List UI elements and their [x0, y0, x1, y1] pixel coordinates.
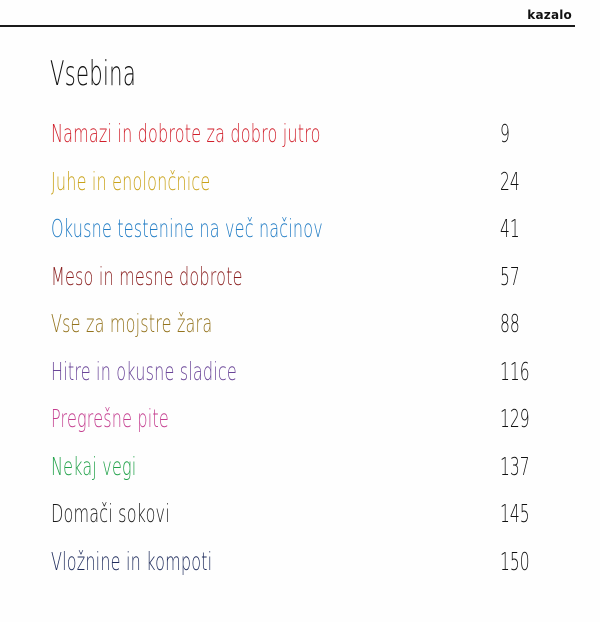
toc-entry-title: Domači sokovi — [51, 499, 170, 528]
toc-title: Vsebina — [50, 54, 137, 94]
toc-entry-page: 88 — [500, 309, 520, 338]
header-rule — [0, 25, 575, 27]
header-label: kazalo — [527, 8, 572, 22]
toc-entry — [0, 498, 600, 546]
toc-entry-page: 41 — [500, 214, 520, 243]
toc-entry — [0, 546, 600, 594]
toc-entry-page: 137 — [500, 451, 530, 481]
toc-entry-page: 150 — [500, 546, 530, 576]
toc-entry-title: Vse za mojstre žara — [51, 309, 213, 338]
toc-entry-page: 9 — [500, 119, 510, 148]
toc-entry-title: Juhe in enolončnice — [51, 166, 211, 196]
toc-list — [0, 118, 600, 593]
toc-entry-page: 129 — [500, 404, 530, 433]
toc-entry-title: Vložnine in kompoti — [51, 546, 213, 576]
toc-entry — [0, 166, 600, 214]
toc-entry — [0, 118, 600, 166]
toc-entry-page: 24 — [500, 166, 520, 196]
toc-entry-page: 116 — [500, 356, 530, 386]
toc-entry-title: Nekaj vegi — [51, 451, 137, 481]
toc-entry-title: Namazi in dobrote za dobro jutro — [51, 119, 321, 148]
toc-entry — [0, 356, 600, 404]
toc-entry-title: Meso in mesne dobrote — [51, 261, 243, 291]
toc-entry-title: Pregrešne pite — [51, 404, 169, 433]
toc-entry — [0, 261, 600, 309]
toc-entry-page: 57 — [500, 261, 520, 291]
toc-entry — [0, 213, 600, 261]
toc-entry — [0, 403, 600, 451]
toc-entry — [0, 451, 600, 499]
toc-entry — [0, 308, 600, 356]
toc-entry-title: Okusne testenine na več načinov — [51, 214, 323, 243]
toc-entry-title: Hitre in okusne sladice — [51, 356, 237, 386]
toc-entry-page: 145 — [500, 499, 530, 528]
